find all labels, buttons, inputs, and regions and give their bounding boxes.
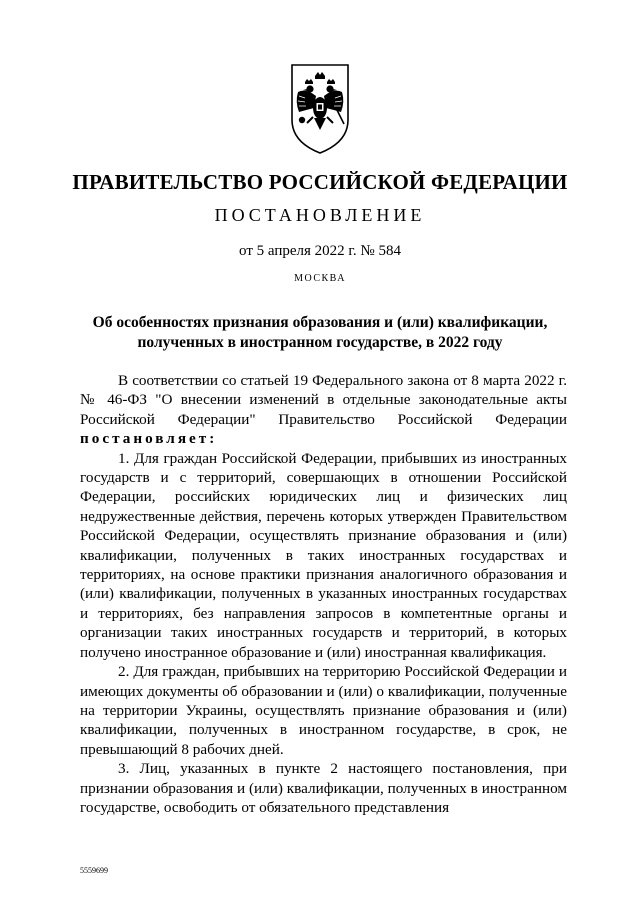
decides-word: постановляет: (80, 430, 218, 448)
authority-title: ПРАВИТЕЛЬСТВО РОССИЙСКОЙ ФЕДЕРАЦИИ (72, 170, 568, 194)
date-and-number: от 5 апреля 2022 г. № 584 (239, 243, 401, 259)
paragraph-3: 3. Лиц, указанных в пункте 2 настоящего постановления, при признании образования и (или) квалификации, полученных в иностранном государстве, освободить от обязательного представления (80, 760, 567, 816)
document-type: ПОСТАНОВЛЕНИЕ (214, 205, 426, 225)
preamble-paragraph (80, 371, 567, 449)
subject-line-1: Об особенностях признания образования и (или) квалификации, (92, 314, 548, 331)
coat-of-arms-icon (288, 62, 352, 156)
city: МОСКВА (294, 273, 346, 284)
paragraph-1: 1. Для граждан Российской Федерации, прибывших из иностранных государств и с территорий, совершающих в отношении Российской Федерации, российских юридических лиц и физических лиц недружественные действия, перечень которых утвержден Правительством Российской Федерации, осуществлять признание образования и (или) квалификации, полученных в таких иностранных государствах и территориях, на основе практики признания аналогичного образования и (или) квалификации, полученных в указанных иностранных государствах и территориях, без направления запросов в компетентные органы и организации таких иностранных государств и территорий, в которых получено иностранное образование и (или) иностранная квалификация. (80, 449, 567, 661)
document-number-footer: 5559699 (80, 866, 108, 875)
paragraph-2: 2. Для граждан, прибывших на территорию Российской Федерации и имеющих документы об образовании и (или) о квалификации, полученные на территории Украины, осуществлять признание образования и (или) квалификации, полученных в иностранном государстве, в срок, не превышающий 8 рабочих дней. (80, 663, 567, 758)
document-subject (0, 313, 640, 353)
subject-line-2: полученных в иностранном государстве, в 2022 году (137, 334, 503, 351)
preamble-text: В соответствии со статьей 19 Федерального закона от 8 марта 2022 г. № 46-ФЗ "О внесении изменений в отдельные законодательные акты Российской Федерации" Правительство Российской Федерации (80, 372, 567, 428)
document-body (80, 371, 567, 817)
